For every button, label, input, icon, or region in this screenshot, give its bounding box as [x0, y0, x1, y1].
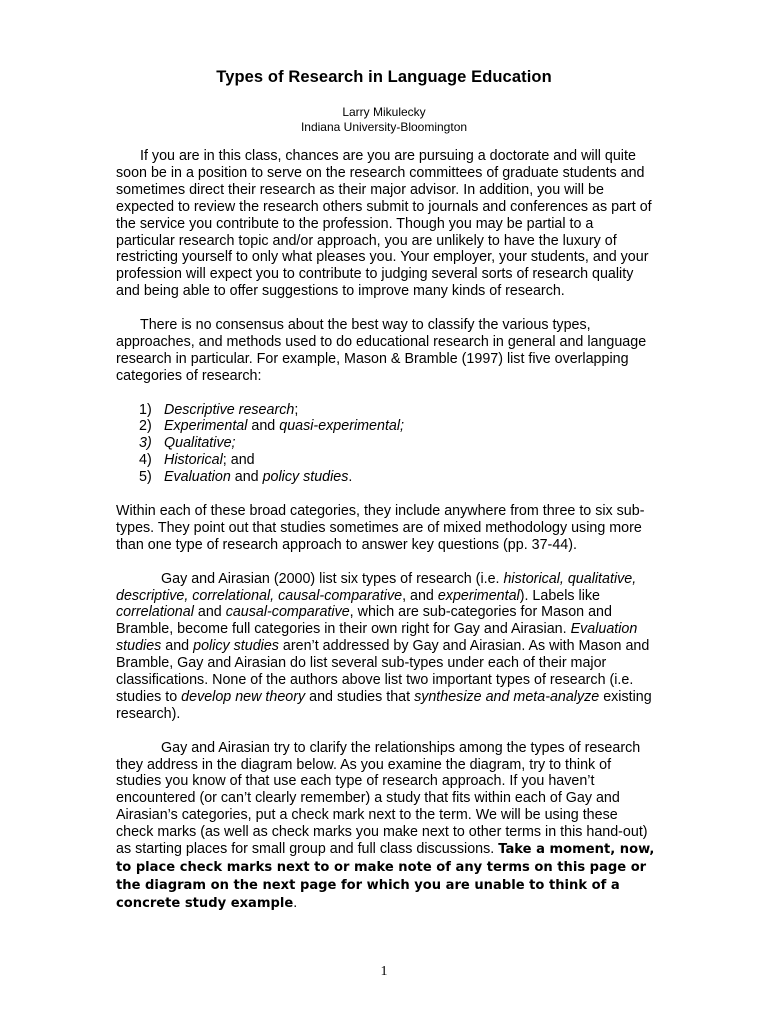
- bold-instruction: Take a moment, now, to place check marks next to or make note of any terms on this page or the diagram on the next page for which you are unable to think of a concrete study example: [116, 842, 655, 911]
- paragraph-gay-airasian: Gay and Airasian (2000) list six types of research (i.e. historical, qualitative, descriptive, correlational, causal-comparative, and experimental). Labels like correlational and causal-comparative, which are sub-categories for Mason and Bramble, become full categories in their own right for Gay and Airasian. Evaluation studies and policy studies aren’t addressed by Gay and Airasian. As with Mason and Bramble, Gay and Airasian do list several sub-types under each of their major classifications. None of the authors above list two important types of research (i.e. studies to develop new theory and studies that synthesize and meta-analyze existing research).: [116, 570, 652, 722]
- list-item: 1) Descriptive research;: [139, 401, 299, 418]
- author-name: Larry Mikulecky: [342, 105, 426, 119]
- list-item: 5) Evaluation and policy studies.: [139, 469, 353, 486]
- document-body: [116, 148, 656, 930]
- paragraph-check-marks: Gay and Airasian try to clarify the relationships among the types of research they address in the diagram below. As you examine the diagram, try to think of studies you know of that use each type of research approach. If you haven’t encountered (or can’t clearly remember) a study that fits within each of Gay and Airasian’s categories, put a check mark next to the term. We will be using these check marks (as well as check marks you make next to other terms in this hand-out) as starting places for small group and full class discussions. Take a moment, now, to place check marks next to or make note of any terms on this page or the diagram on the next page for which you are unable to think of a concrete study example.: [116, 739, 655, 911]
- category-list: [116, 402, 656, 487]
- document-title: Types of Research in Language Education: [216, 68, 552, 86]
- page-number: 1: [380, 964, 388, 979]
- paragraph-classification: There is no consensus about the best way to classify the various types, approaches, and methods used to do educational research in general and language research in particular. For example, Mason & Bramble (1997) list five overlapping categories of research:: [116, 317, 647, 384]
- paragraph-intro: If you are in this class, chances are you are pursuing a doctorate and will quite soon be in a position to serve on the research committees of graduate students and sometimes direct their research as their major advisor. In addition, you will be expected to review the research others submit to journals and conferences as part of the service you contribute to the profession. Though you may be partial to a particular research topic and/or approach, you are unlikely to have the luxury of restricting yourself to only what pleases you. Your employer, your students, and your profession will expect you to contribute to judging several sorts of research quality and being able to offer suggestions to improve many kinds of research.: [116, 148, 652, 300]
- list-item: 3) Qualitative;: [139, 435, 236, 452]
- list-item: 4) Historical; and: [139, 452, 255, 469]
- author-affiliation: Indiana University-Bloomington: [300, 120, 468, 134]
- paragraph-subtypes: Within each of these broad categories, they include anywhere from three to six sub-types. They point out that studies sometimes are of mixed methodology using more than one type of research approach to answer key questions (pp. 37-44).: [116, 502, 645, 553]
- author-block: [0, 105, 768, 135]
- list-item: 2) Experimental and quasi-experimental;: [139, 418, 405, 435]
